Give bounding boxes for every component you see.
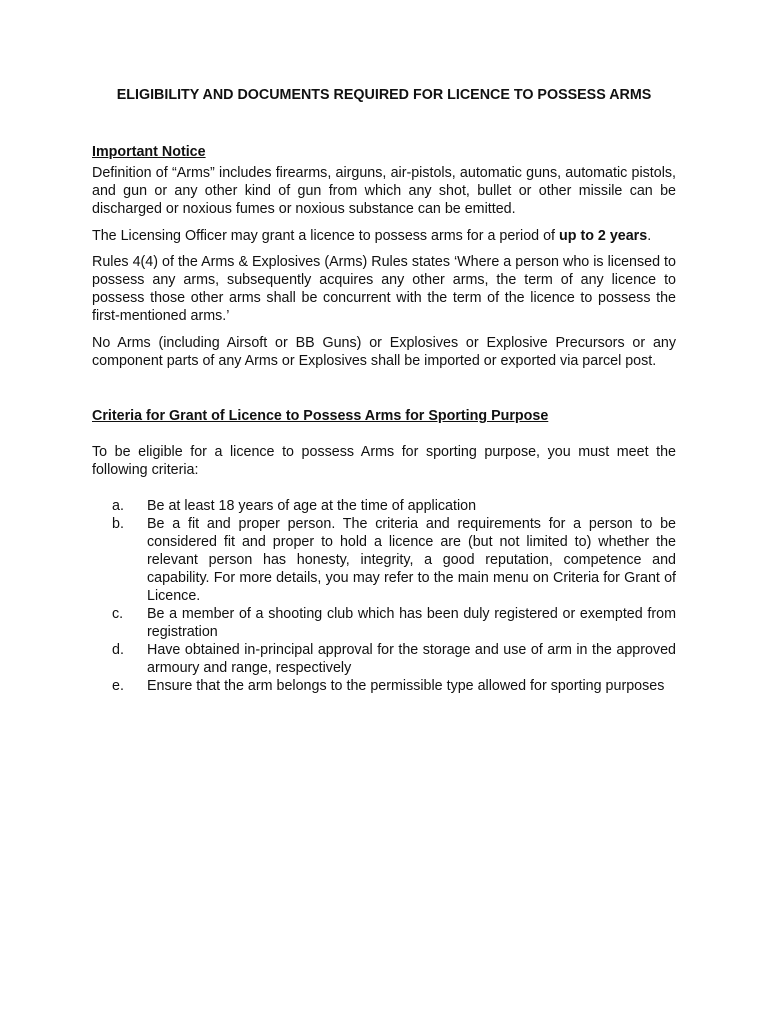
- criteria-item-b: [92, 515, 676, 605]
- list-marker: c.: [112, 606, 124, 622]
- list-marker: b.: [112, 516, 124, 532]
- list-item-text: Be a member of a shooting club which has been duly registered or exempted from registration: [147, 606, 676, 640]
- criteria-list: [92, 497, 676, 695]
- list-marker: e.: [112, 678, 124, 694]
- document-body: [92, 86, 676, 695]
- criteria-item-a: [92, 497, 676, 515]
- licence-period-end: .: [647, 228, 652, 244]
- criteria-item-d: [92, 641, 676, 677]
- list-item-text: Be a fit and proper person. The criteria and requirements for a person to be considered fit and proper to hold a licence are (but not limited to) whether the relevant person has honesty, integrity, a good reputation, competence and capability. For more details, you may refer to the main menu on Criteria for Grant of Licence.: [147, 516, 676, 604]
- licence-period-text: The Licensing Officer may grant a licence to possess arms for a period of: [92, 228, 559, 244]
- list-item-text: Be at least 18 years of age at the time of application: [147, 498, 477, 514]
- criteria-item-c: [92, 605, 676, 641]
- parcel-post-paragraph: No Arms (including Airsoft or BB Guns) or Explosives or Explosive Precursors or any component parts of any Arms or Explosives shall be imported or exported via parcel post.: [92, 335, 676, 369]
- list-marker: a.: [112, 498, 124, 514]
- important-notice-heading: Important Notice: [92, 144, 206, 160]
- list-item-text: Have obtained in-principal approval for the storage and use of arm in the approved armoury and range, respectively: [147, 642, 676, 676]
- list-marker: d.: [112, 642, 124, 658]
- criteria-heading: Criteria for Grant of Licence to Possess Arms for Sporting Purpose: [92, 408, 549, 424]
- licence-period-paragraph: [92, 227, 676, 245]
- criteria-item-e: [92, 677, 676, 695]
- rules-paragraph: Rules 4(4) of the Arms & Explosives (Arms) Rules states ‘Where a person who is licensed to possess any arms, subsequently acquires any other arms, the term of any licence to possess those other arms shall be concurrent with the term of the licence to possess the first-mentioned arms.’: [92, 254, 676, 324]
- arms-definition-paragraph: Definition of “Arms” includes firearms, airguns, air-pistols, automatic guns, automatic pistols, and gun or any other kind of gun from which any shot, bullet or other missile can be discharged or noxious fumes or noxious substance can be emitted.: [92, 165, 676, 217]
- criteria-intro-paragraph: To be eligible for a licence to possess Arms for sporting purpose, you must meet the following criteria:: [92, 444, 676, 478]
- list-item-text: Ensure that the arm belongs to the permissible type allowed for sporting purposes: [147, 678, 665, 694]
- document-title: ELIGIBILITY AND DOCUMENTS REQUIRED FOR LICENCE TO POSSESS ARMS: [116, 87, 652, 103]
- licence-period-duration: up to 2 years: [559, 228, 648, 244]
